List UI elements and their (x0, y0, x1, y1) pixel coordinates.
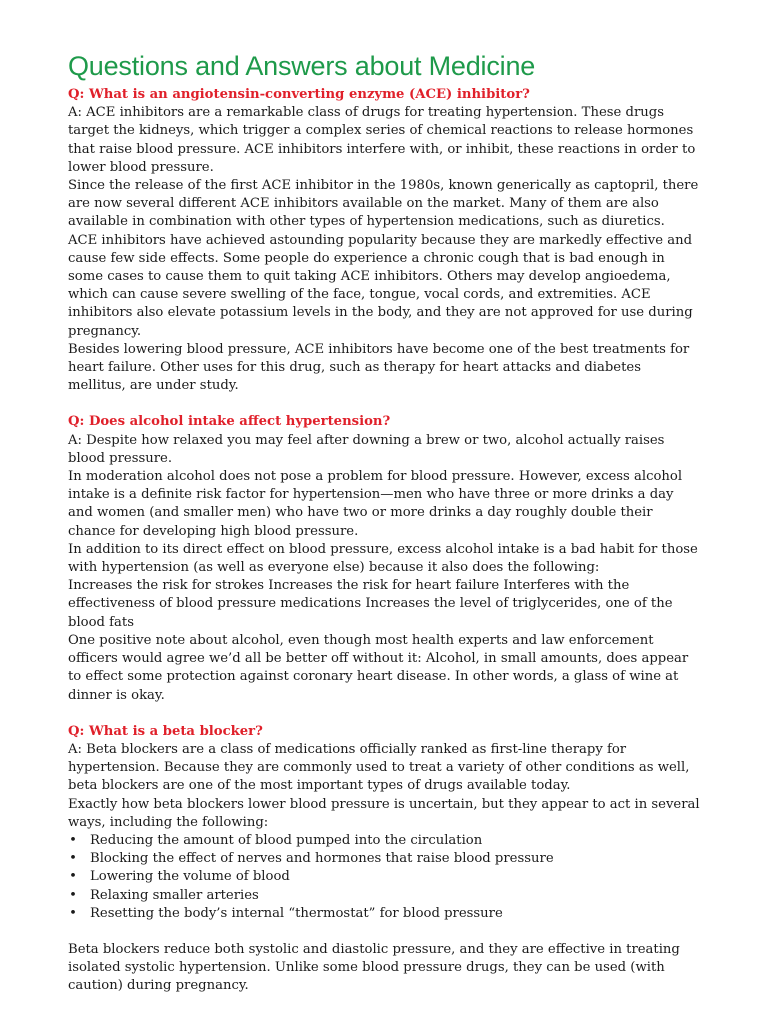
bullet-text: Resetting the body’s internal “thermostat” for blood pressure (90, 905, 503, 921)
closing-paragraph: Beta blockers reduce both systolic and diastolic pressure, and they are effective in treating isolated systolic hypertension. Unlike some blood pressure drugs, they can be used (with caution) during pregnancy. (68, 941, 680, 994)
question-heading: Q: What is an angiotensin-converting enzyme (ACE) inhibitor? (68, 87, 530, 102)
bullet-icon: • (69, 832, 77, 848)
answer-paragraph: ACE inhibitors have achieved astounding popularity because they are markedly effective and cause few side effects. Some people do experience a chronic cough that is bad enough in some cases to cause them to quit taking ACE inhibitors. Others may develop angioedema, which can cause severe swelling of the face, tongue, vocal cords, and extremities. ACE inhibitors also elevate potassium levels in the body, and they are not approved for use during pregnancy. (68, 232, 693, 339)
bullet-icon: • (69, 887, 77, 903)
bullet-text: Relaxing smaller arteries (90, 887, 259, 903)
answer-paragraph: A: ACE inhibitors are a remarkable class of drugs for treating hypertension. These drugs target the kidneys, which trigger a complex series of chemical reactions to release hormones that raise blood pressure. ACE inhibitors interfere with, or inhibit, these reactions in order to lower blood pressure. (68, 105, 696, 175)
answer-paragraph: Exactly how beta blockers lower blood pressure is uncertain, but they appear to act in several ways, including the following: (68, 796, 700, 830)
answer-paragraph: A: Beta blockers are a class of medications officially ranked as first-line therapy for hypertension. Because they are commonly used to treat a variety of other conditions as well, beta blockers are one of the most important types of drugs available today. (68, 741, 690, 794)
bullet-icon: • (69, 905, 77, 921)
bullet-item (68, 905, 700, 923)
bullet-icon: • (69, 869, 77, 885)
bullet-item (68, 850, 700, 868)
qa-section-alcohol (68, 413, 700, 704)
question-heading: Q: What is a beta blocker? (68, 723, 263, 739)
bullet-text: Lowering the volume of blood (90, 869, 290, 885)
answer-paragraph: A: Despite how relaxed you may feel after downing a brew or two, alcohol actually raises blood pressure. (68, 432, 665, 466)
qa-section-ace (68, 86, 700, 395)
qa-section-beta-blocker (68, 723, 700, 996)
page-title: Questions and Answers about Medicine (68, 51, 536, 81)
bullet-item (68, 832, 700, 850)
bullet-text: Blocking the effect of nerves and hormones that raise blood pressure (90, 851, 554, 867)
section-spacer (68, 395, 700, 413)
answer-paragraph: In addition to its direct effect on blood pressure, excess alcohol intake is a bad habit for those with hypertension (as well as everyone else) because it also does the following: (68, 541, 698, 576)
question-heading: Q: Does alcohol intake affect hypertension? (68, 414, 391, 430)
answer-paragraph: In moderation alcohol does not pose a problem for blood pressure. However, excess alcohol intake is a definite risk factor for hypertension—men who have three or more drinks a day and women (and smaller men) who have two or more drinks a day roughly double their chance for developing high blood pressure. (68, 469, 683, 539)
section-spacer (68, 705, 700, 723)
bullet-list (68, 832, 700, 923)
answer-paragraph: Besides lowering blood pressure, ACE inhibitors have become one of the best treatments for heart failure. Other uses for this drug, such as therapy for heart attacks and diabetes mellitus, are under study. (68, 341, 690, 394)
bullet-item (68, 868, 700, 886)
answer-paragraph: Since the release of the first ACE inhibitor in the 1980s, known generically as captopril, there are now several different ACE inhibitors available on the market. Many of them are also available in combination with other types of hypertension medications, such as diuretics. (68, 178, 699, 230)
answer-paragraph: Increases the risk for strokes Increases the risk for heart failure Interferes with the effectiveness of blood pressure medications Increases the level of triglycerides, one of the blood fats (68, 578, 673, 630)
paragraph-spacer (68, 923, 700, 941)
bullet-text: Reducing the amount of blood pumped into the circulation (90, 832, 483, 848)
bullet-icon: • (69, 851, 77, 867)
answer-paragraph: One positive note about alcohol, even though most health experts and law enforcement officers would agree we’d all be better off without it: Alcohol, in small amounts, does appear to effect some protection against coronary heart disease. In other words, a glass of wine at dinner is okay. (68, 632, 689, 703)
bullet-item (68, 887, 700, 905)
